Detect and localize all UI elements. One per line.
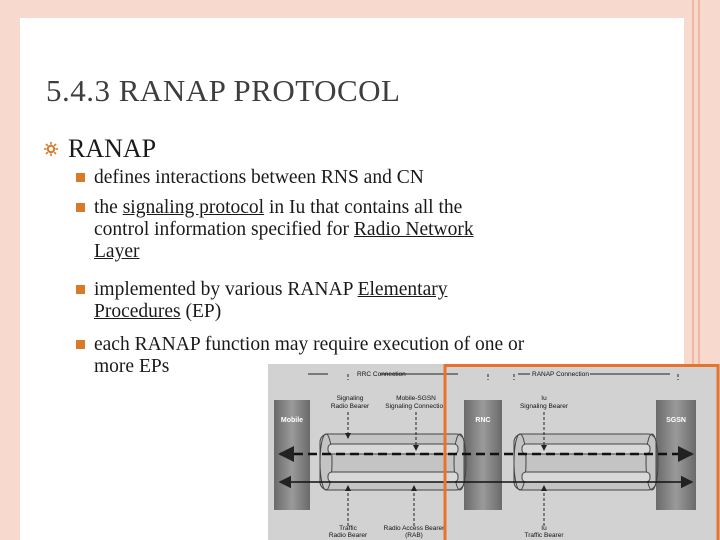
slide-frame-left — [0, 0, 20, 540]
bullet-line — [94, 241, 634, 263]
rrc-connection-label: RRC Connection — [357, 371, 406, 378]
bullet-run: the — [94, 197, 123, 218]
bullet-line — [94, 334, 634, 356]
bullet-line — [94, 219, 634, 241]
slide-title: 5.4.3 RANAP PROTOCOL — [46, 73, 401, 108]
bullet-run: (EP) — [180, 301, 222, 322]
bullet-dot-icon — [76, 285, 85, 294]
rab-label: Radio Access Bearer — [383, 525, 445, 532]
bullet-line — [94, 197, 634, 219]
underlined-term: Radio Network — [353, 219, 474, 240]
bullet-dot-icon — [76, 173, 85, 182]
bullet-line — [94, 167, 634, 189]
underlined-term: Layer — [94, 241, 140, 262]
traffic-radio-bearer-label: Radio Bearer — [328, 532, 368, 539]
rnc-label: RNC — [475, 417, 491, 424]
traffic-radio-bearer-label: Traffic — [339, 525, 357, 532]
mobile-label: Mobile — [280, 417, 304, 424]
ranap-bearer-diagram — [268, 364, 720, 540]
mobile-sgsn-label: Mobile-SGSN — [396, 395, 436, 402]
bullet-run: more EPs — [94, 356, 170, 377]
bullet-text — [94, 197, 634, 263]
underlined-term: Procedures — [94, 301, 181, 322]
iu-traffic-bearer-label: Iu — [541, 525, 547, 532]
underlined-term: signaling protocol — [122, 197, 265, 218]
bullet-line — [94, 301, 634, 323]
bullet-text — [94, 167, 634, 189]
iu-signaling-bearer-label: Signaling Bearer — [519, 403, 569, 410]
bullet-line — [94, 279, 634, 301]
ranap-connection-label: RANAP Connection — [532, 371, 589, 378]
iu-traffic-bearer-label: Traffic Bearer — [524, 532, 564, 539]
rab-label: (RAB) — [405, 532, 423, 539]
bullet-dot-icon — [76, 340, 85, 349]
signaling-radio-bearer-label: Signaling — [336, 395, 364, 402]
slide-frame-top — [0, 0, 720, 18]
bullet-dot-icon — [76, 203, 85, 212]
sun-bullet-icon — [44, 142, 58, 156]
iu-signaling-bearer-label: Iu — [541, 395, 547, 402]
sgsn-label: SGSN — [666, 417, 686, 424]
bullet-run: defines interactions between RNS and CN — [94, 167, 424, 188]
mobile-sgsn-label: Signaling Connection — [385, 403, 447, 410]
bullet-run: each RANAP function may require execution of one or — [94, 334, 525, 355]
signaling-radio-bearer-label: Radio Bearer — [330, 403, 370, 410]
bullet-run: in Iu that contains all the — [264, 197, 463, 218]
main-bullet-label: RANAP — [68, 134, 157, 163]
bullet-text — [94, 279, 634, 323]
bullet-run: control information specified for — [94, 219, 354, 240]
bullet-run: implemented by various RANAP — [94, 279, 358, 300]
underlined-term: Elementary — [357, 279, 448, 300]
